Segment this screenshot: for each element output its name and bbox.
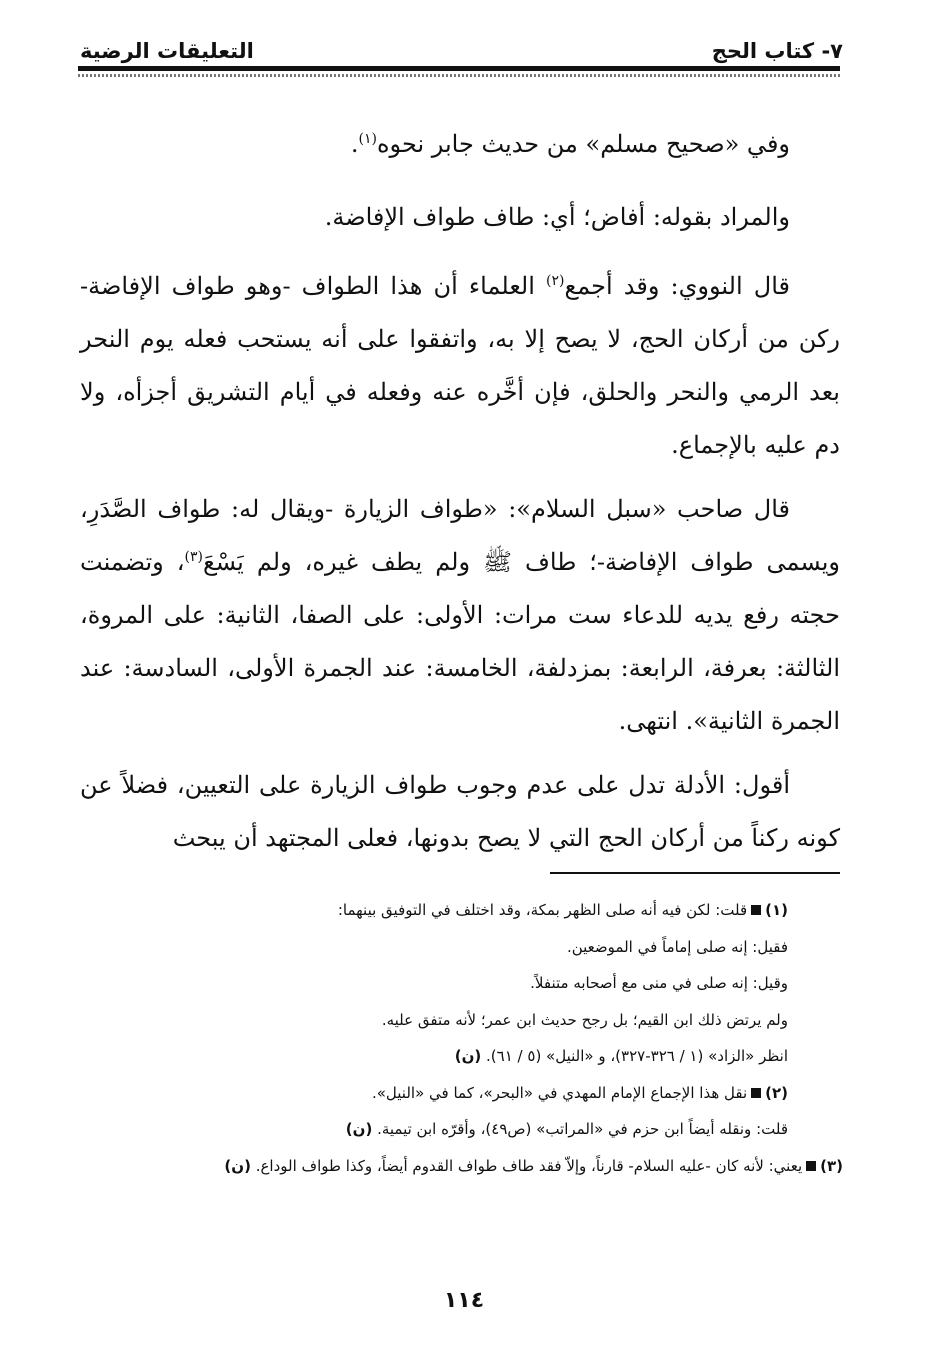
footnote-2-text-2: قلت: ونقله أيضاً ابن حزم في «المراتب» (ص٤٩)، وأقرّه ابن تيمية. — [377, 1120, 788, 1138]
footnote-separator — [550, 872, 840, 874]
footnote-ref-1[interactable]: (١) — [358, 131, 377, 147]
paragraph-3 — [80, 260, 840, 472]
header-rule — [78, 66, 840, 71]
paragraph-4 — [80, 483, 840, 748]
footnote-1-text-1: قلت: لكن فيه أنه صلى الظهر بمكة، وقد اختلف في التوفيق بينهما: — [337, 901, 748, 919]
footnotes — [80, 892, 843, 1184]
paragraph-1 — [80, 118, 840, 171]
p1-text: وفي «صحيح مسلم» من حديث جابر نحوه — [376, 130, 790, 158]
footnote-1-text-5: انظر «الزاد» (١ / ٣٢٦-٣٢٧)، و «النيل» (٥ / ٦١). — [486, 1047, 788, 1065]
footnote-1-line-4: ولم يرتض ذلك ابن القيم؛ بل رجح حديث ابن عمر؛ لأنه متفق عليه. — [381, 1010, 788, 1029]
footnote-1-line-2: فقيل: إنه صلى إماماً في الموضعين. — [566, 937, 788, 956]
footnote-2-line-1 — [80, 1075, 788, 1112]
footnote-2-signature: (ن) — [345, 1120, 373, 1138]
footnote-ref-3[interactable]: (٣) — [184, 549, 203, 565]
footnote-ref-2[interactable]: (٢) — [546, 273, 565, 289]
paragraph-2: والمراد بقوله: أفاض؛ أي: طاف طواف الإفاضة. — [324, 203, 790, 231]
p4-text-a: قال صاحب «سبل السلام»: «طواف الزيارة -ويقال له: طواف الصَّدَرِ، ويسمى طواف الإفاضة-؛ طاف ﷺ ولم يطف غيره، ولم يَسْعَ — [80, 495, 841, 576]
main-text — [80, 118, 840, 876]
book-title: التعليقات الرضية — [80, 39, 254, 63]
footnote-1-line-1 — [80, 892, 788, 929]
p3-text-a: قال النووي: وقد أجمع — [564, 272, 790, 300]
footnote-3-text: يعني: لأنه كان -عليه السلام- قارناً، وإلاّ فقد طاف طواف القدوم أيضاً، وكذا طواف الوداع. — [255, 1156, 803, 1175]
square-bullet-icon — [751, 905, 761, 915]
footnote-marker-1: (١) — [765, 901, 788, 919]
footnote-1-line-3: وقيل: إنه صلى في منى مع أصحابه متنفلاً. — [530, 974, 788, 992]
footnote-1-signature: (ن) — [454, 1047, 482, 1065]
paragraph-5: أقول: الأدلة تدل على عدم وجوب طواف الزيارة على التعيين، فضلاً عن كونه ركناً من أركان الحج التي لا يصح بدونها، فعلى المجتهد أن يبحث — [80, 771, 840, 852]
footnote-3-signature: (ن) — [224, 1156, 251, 1175]
page-number: ١١٤ — [443, 1288, 485, 1313]
p4-text-b: ، وتضمنت حجته رفع يديه للدعاء ست مرات: الأولى: على الصفا، الثانية: على المروة، الثالثة: بعرفة، الرابعة: بمزدلفة، الخامسة: عند الجمرة الأولى، السادسة: عند الجمرة الثانية». انتهى. — [80, 548, 841, 735]
footnote-marker-3: (٣) — [820, 1156, 843, 1175]
footnote-3 — [80, 1148, 843, 1185]
chapter-title: ٧- كتاب الحج — [711, 39, 843, 63]
p3-text-b: العلماء أن هذا الطواف -وهو طواف الإفاضة- ركن من أركان الحج، لا يصح إلا به، واتفقوا على أنه يستحب فعله يوم النحر بعد الرمي والنحر والحلق، فإن أخَّره عنه وفعله في أيام التشريق أجزأه، ولا دم عليه بالإجماع. — [80, 272, 840, 459]
footnote-1-line-5 — [80, 1038, 788, 1075]
footnote-2-text-1: نقل هذا الإجماع الإمام المهدي في «البحر»، كما في «النيل». — [371, 1083, 748, 1102]
square-bullet-icon — [751, 1088, 761, 1098]
square-bullet-icon — [806, 1161, 816, 1171]
header-rule-dotted — [78, 74, 840, 77]
footnote-2-line-2 — [80, 1111, 788, 1148]
footnote-marker-2: (٢) — [765, 1083, 788, 1102]
p1-end: . — [350, 130, 359, 158]
